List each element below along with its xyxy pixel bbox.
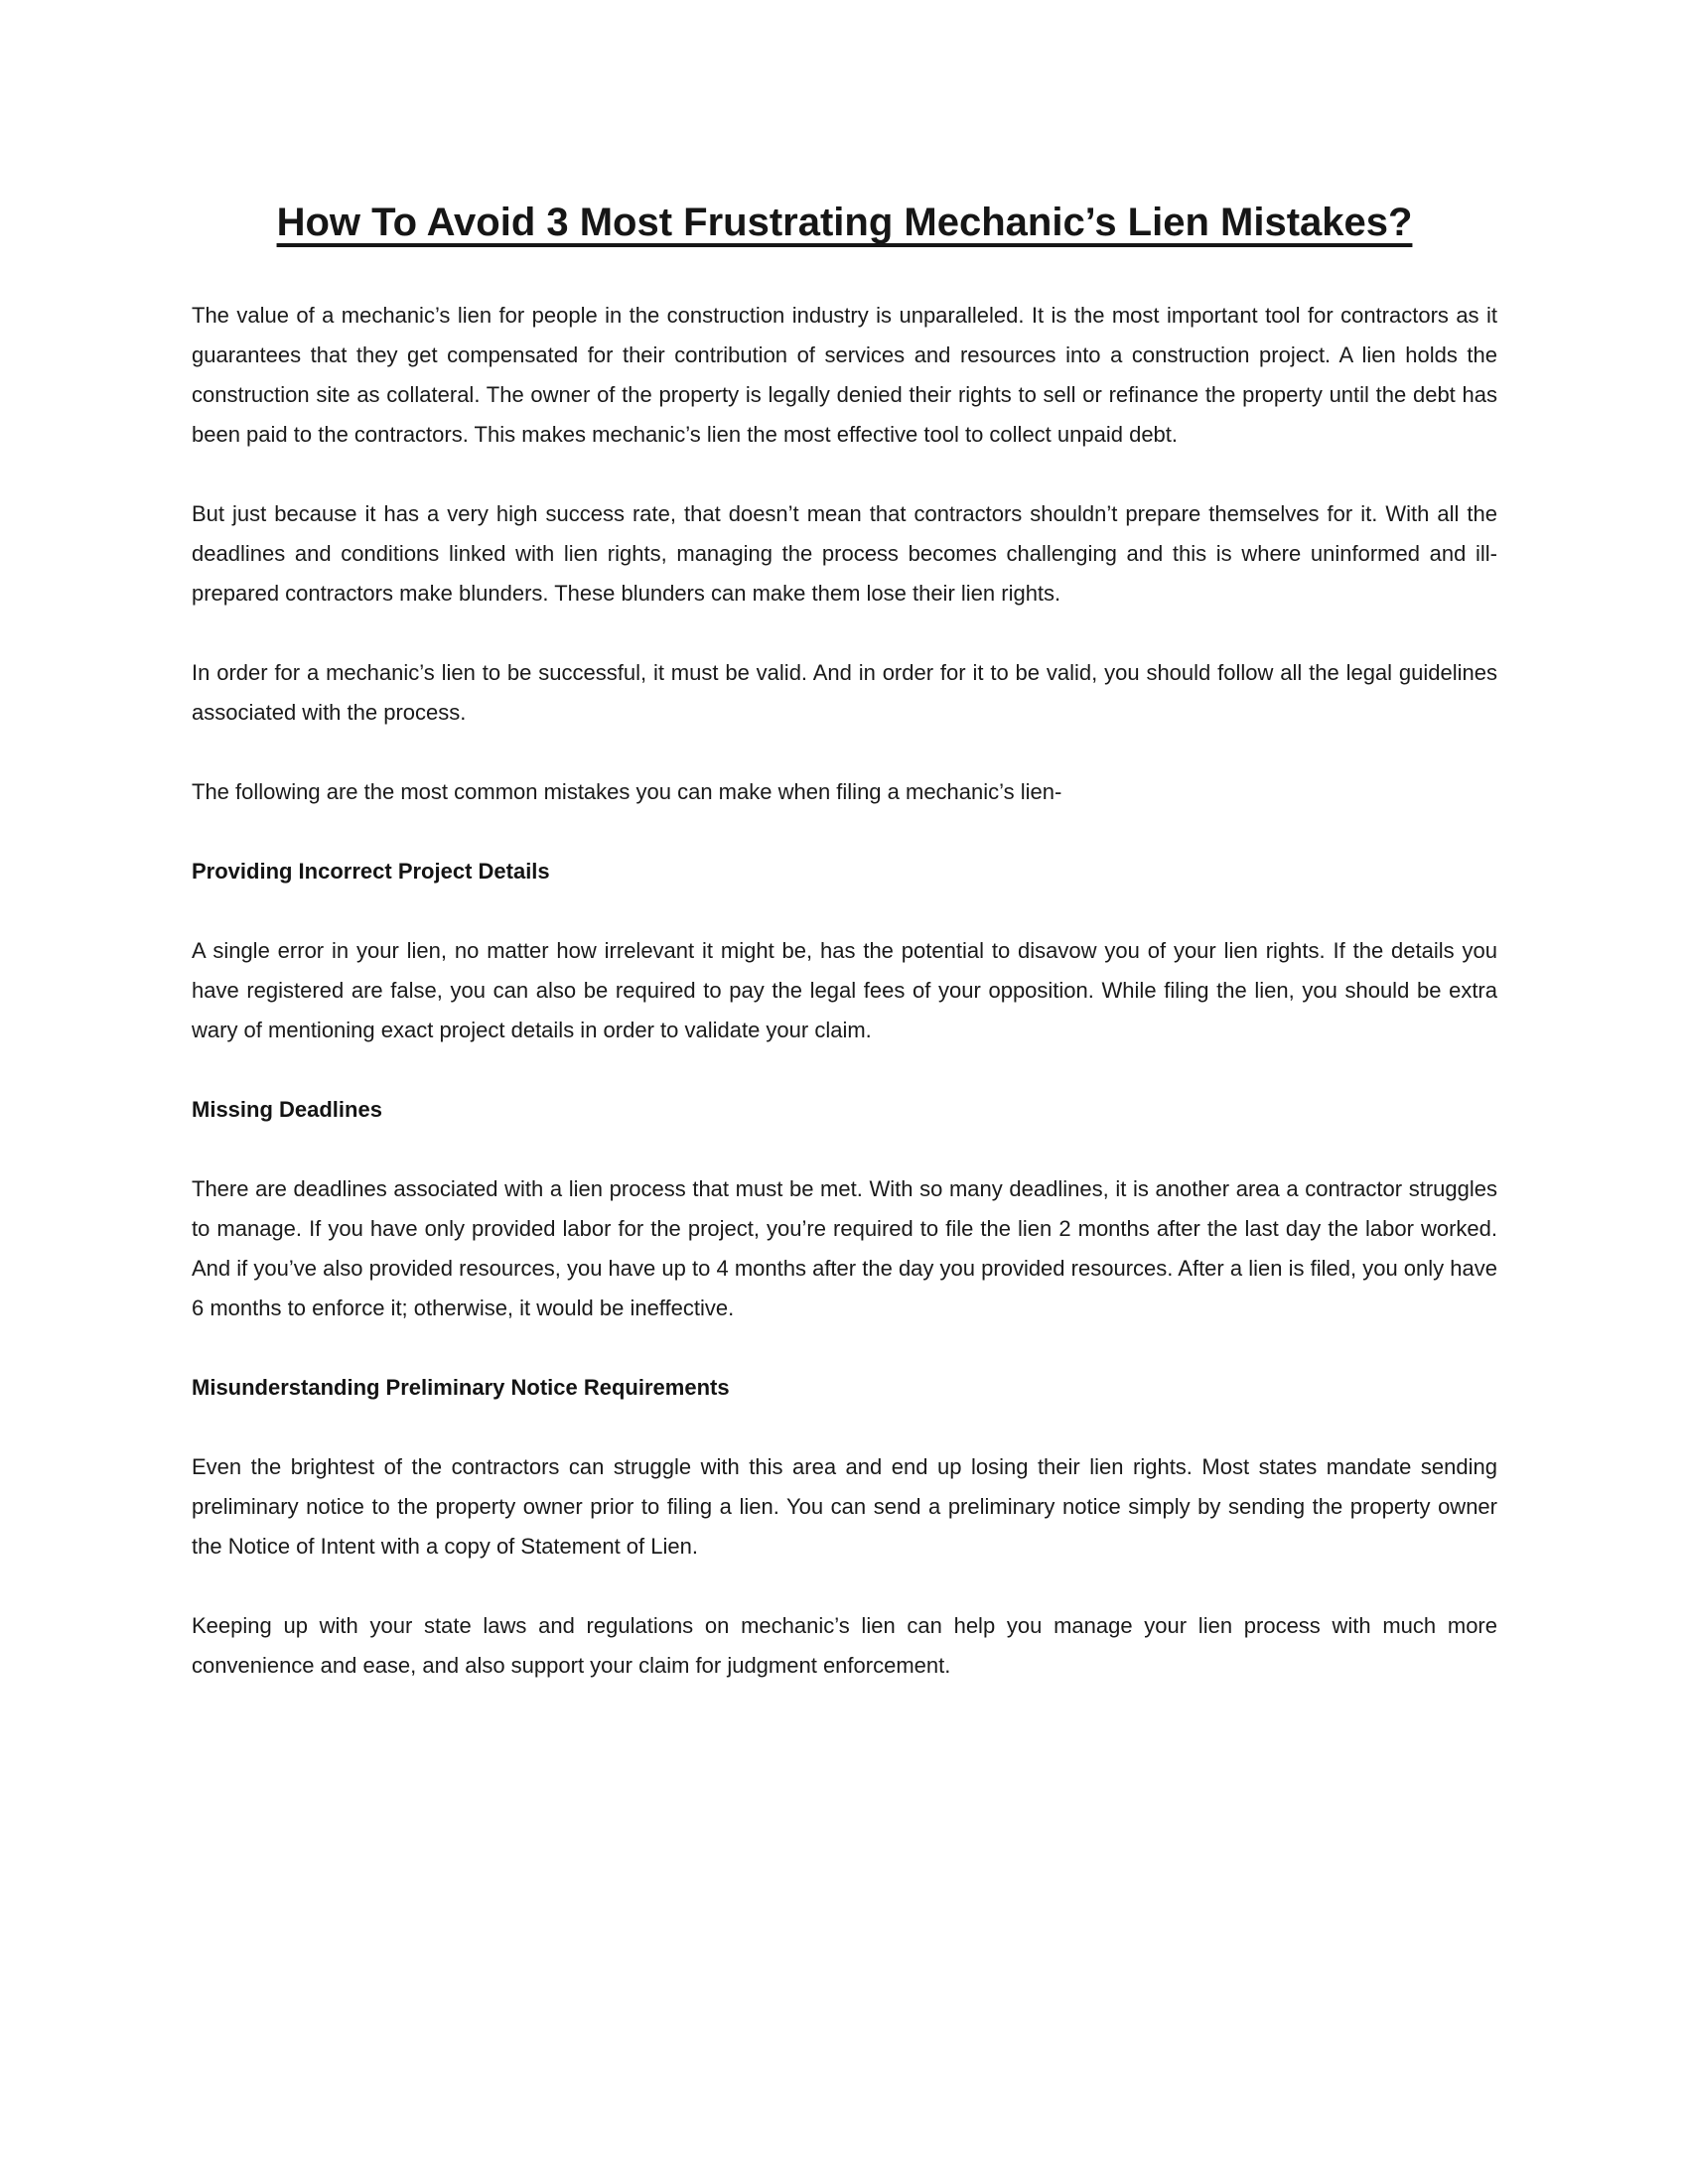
paragraph-preliminary-notice: Even the brightest of the contractors can struggle with this area and end up losing their lien rights. Most states mandate sending preliminary notice to the property owner prior to filing a lien. You can send a preliminary notice simply by sending the property owner the Notice of Intent with a copy of Statement of Lien. xyxy=(192,1454,1497,1559)
paragraph-state-laws-closing: Keeping up with your state laws and regulations on mechanic’s lien can help you manage your lien process with much more convenience and ease, and also support your claim for judgment enforcement. xyxy=(192,1613,1497,1678)
paragraph-common-mistakes-lead: The following are the most common mistakes you can make when filing a mechanic’s lien- xyxy=(192,779,1062,804)
paragraph-success-rate: But just because it has a very high success rate, that doesn’t mean that contractors shouldn’t prepare themselves for it. With all the deadlines and conditions linked with lien rights, managing the process becomes challenging and this is where uninformed and ill-prepared contractors make blunders. These blunders can make them lose their lien rights. xyxy=(192,501,1497,606)
paragraph-valid-lien: In order for a mechanic’s lien to be successful, it must be valid. And in order for it to be valid, you should follow all the legal guidelines associated with the process. xyxy=(192,660,1497,725)
paragraph-incorrect-details: A single error in your lien, no matter how irrelevant it might be, has the potential to disavow you of your lien rights. If the details you have registered are false, you can also be required to pay the legal fees of your opposition. While filing the lien, you should be extra wary of mentioning exact project details in order to validate your claim. xyxy=(192,938,1497,1042)
section-heading-preliminary-notice: Misunderstanding Preliminary Notice Requirements xyxy=(192,1375,730,1400)
paragraph-intro-value: The value of a mechanic’s lien for people in the construction industry is unparalleled. It is the most important tool for contractors as it guarantees that they get compensated for their contribution of services and resources into a construction project. A lien holds the construction site as collateral. The owner of the property is legally denied their rights to sell or refinance the property until the debt has been paid to the contractors. This makes mechanic’s lien the most effective tool to collect unpaid debt. xyxy=(192,303,1497,447)
section-heading-incorrect-details: Providing Incorrect Project Details xyxy=(192,859,550,884)
document-title xyxy=(192,199,1497,246)
document-title-text: How To Avoid 3 Most Frustrating Mechanic’s Lien Mistakes? xyxy=(276,201,1413,244)
section-heading-missing-deadlines: Missing Deadlines xyxy=(192,1097,382,1122)
paragraph-missing-deadlines: There are deadlines associated with a lien process that must be met. With so many deadlines, it is another area a contractor struggles to manage. If you have only provided labor for the project, you’re required to file the lien 2 months after the last day the labor worked. And if you’ve also provided resources, you have up to 4 months after the day you provided resources. After a lien is filed, you only have 6 months to enforce it; otherwise, it would be ineffective. xyxy=(192,1176,1497,1320)
